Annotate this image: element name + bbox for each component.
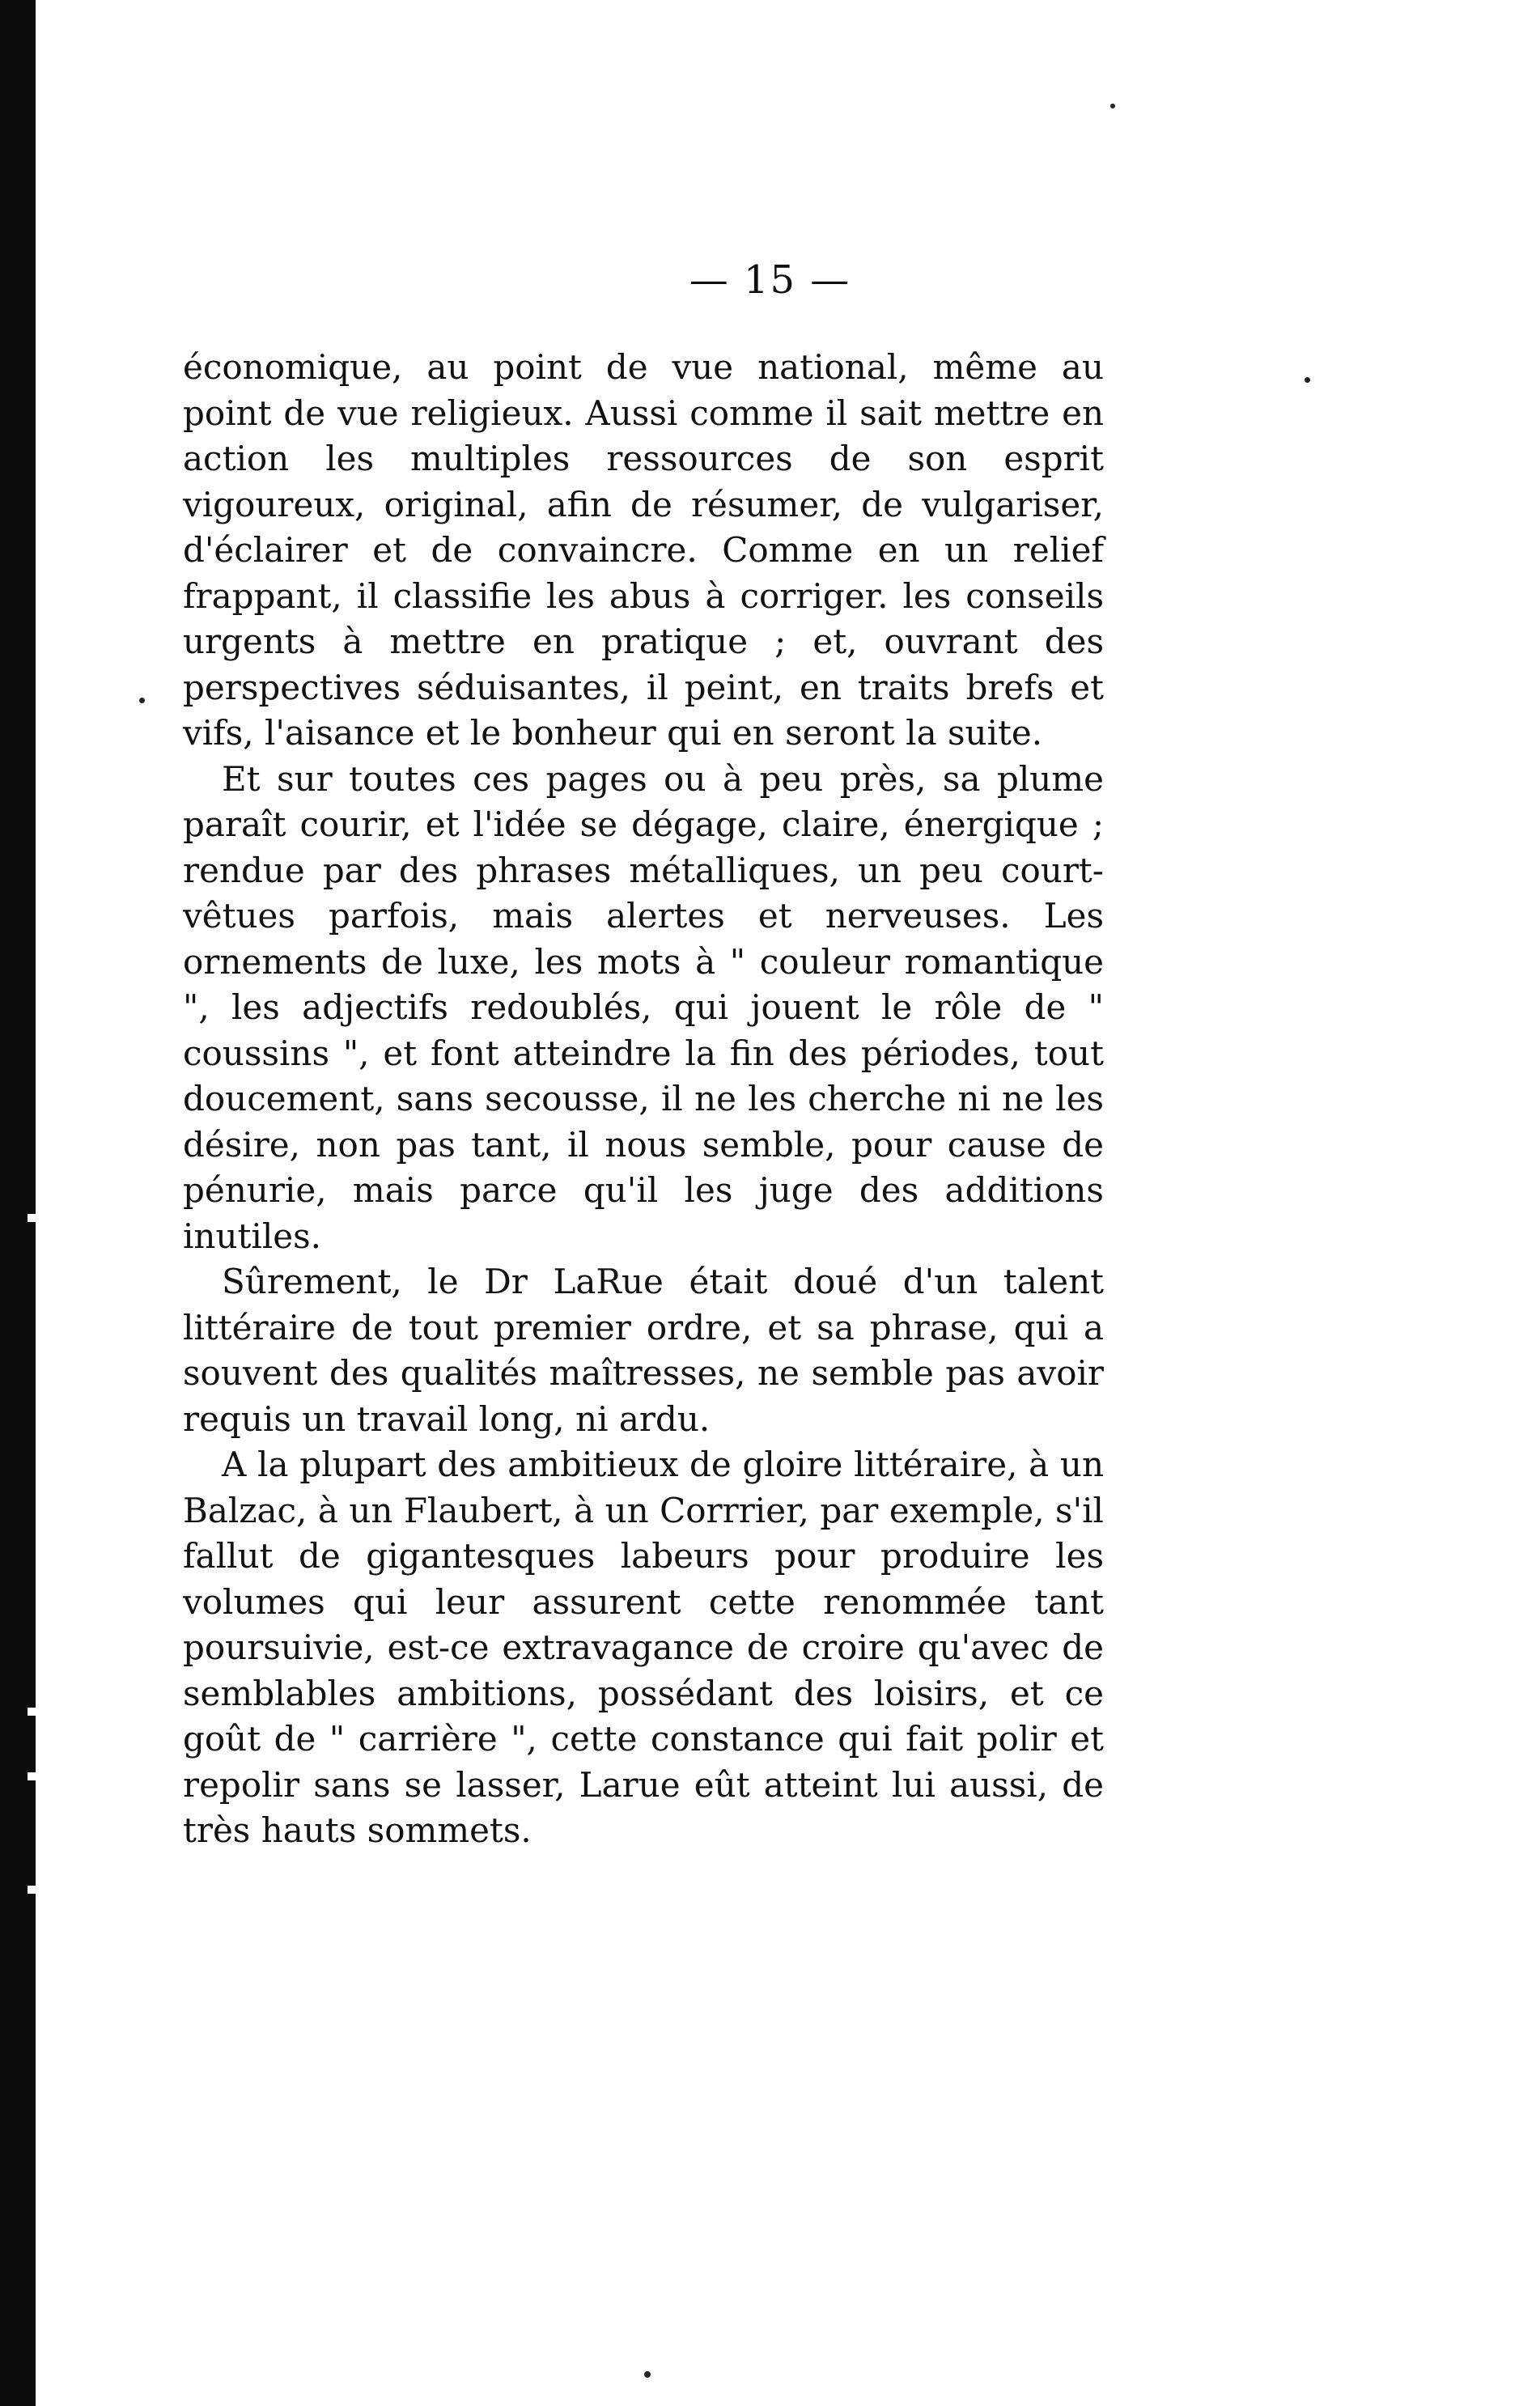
binding-notch: [28, 1214, 39, 1222]
scan-speck: [1110, 104, 1115, 108]
binding-notch: [28, 1772, 39, 1780]
scan-speck: [1305, 377, 1310, 383]
body-text: [183, 345, 1104, 1854]
scan-binding-edge: [0, 0, 36, 2406]
paragraph-3: Sûrement, le Dr LaRue était doué d'un talent littéraire de tout premier ordre, et sa phrase, qui a souvent des qualités maîtresses, ne semble pas avoir requis un travail long, ni ardu.: [183, 1262, 1104, 1439]
paragraph-1: économique, au point de vue national, même au point de vue religieux. Aussi comme il sait mettre en action les multiples ressources de son esprit vigoureux, original, afin de résumer, de vulgariser, d'éclairer et de convaincre. Comme en un relief frappant, il classifie les abus à corriger. les conseils urgents à mettre en pratique ; et, ouvrant des perspectives séduisantes, il peint, en traits brefs et vifs, l'aisance et le bonheur qui en seront la suite.: [183, 347, 1104, 753]
binding-notch: [28, 1886, 39, 1894]
scan-speck: [139, 698, 145, 703]
scan-speck: [644, 2371, 651, 2378]
page-number: — 15 —: [689, 257, 851, 303]
binding-notch: [28, 1708, 39, 1716]
paragraph-2: Et sur toutes ces pages ou à peu près, sa plume paraît courir, et l'idée se dégage, claire, énergique ; rendue par des phrases métalliques, un peu court-vêtues parfois, mais alertes et nerveuses. Les ornements de luxe, les mots à " couleur romantique ", les adjectifs redoublés, qui jouent le rôle de " coussins ", et font atteindre la fin des périodes, tout doucement, sans secousse, il ne les cherche ni ne les désire, non pas tant, il nous semble, pour cause de pénurie, mais parce qu'il les juge des additions inutiles.: [183, 758, 1104, 1256]
paragraph-4: A la plupart des ambitieux de gloire littéraire, à un Balzac, à un Flaubert, à un Corrrier, par exemple, s'il fallut de gigantesques labeurs pour produire les volumes qui leur assurent cette renommée tant poursuivie, est-ce extravagance de croire qu'avec de semblables ambitions, possédant des loisirs, et ce goût de " carrière ", cette constance qui fait polir et repolir sans se lasser, Larue eût atteint lui aussi, de très hauts sommets.: [183, 1445, 1104, 1850]
